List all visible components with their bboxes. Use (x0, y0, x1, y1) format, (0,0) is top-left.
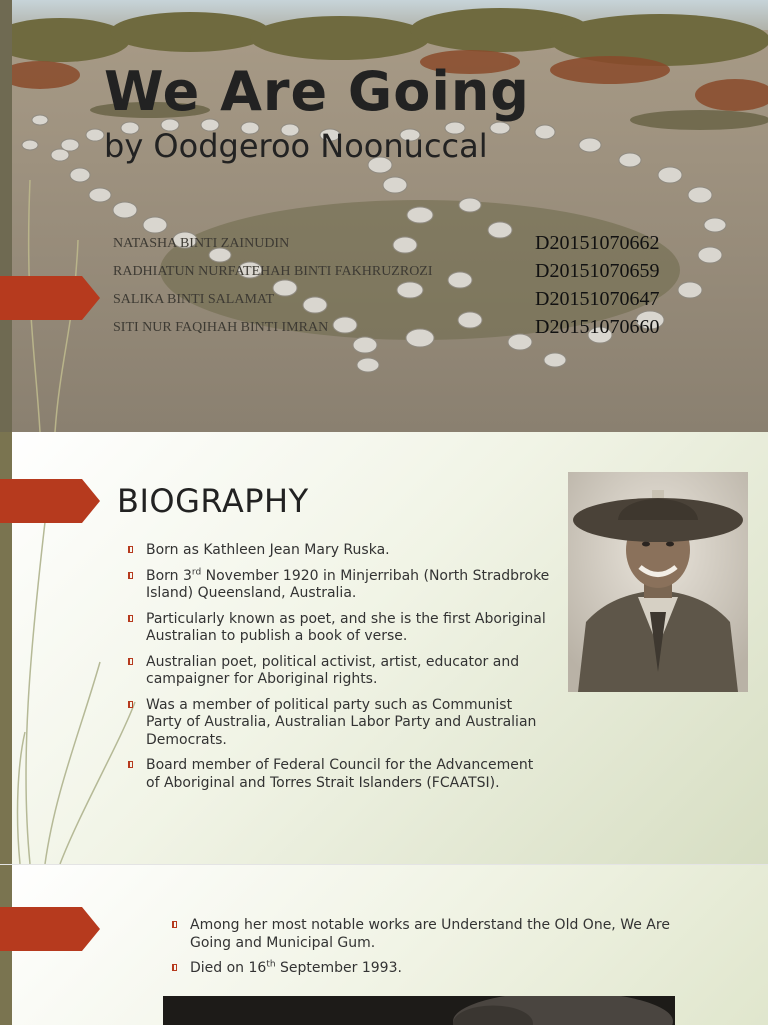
arrow-marker (0, 479, 100, 523)
list-item (126, 568, 551, 603)
presentation-title: We Are Going (104, 60, 530, 123)
biography-heading: BIOGRAPHY (117, 482, 309, 520)
superscript: th (266, 959, 275, 969)
bullet-text: Among her most notable works are Understand the Old One, We Are Going and Municipal Gum. (190, 917, 670, 951)
bullet-text: November 1920 in Minjerribah (North Stradbroke Island) Queensland, Australia. (146, 568, 549, 602)
woman-in-uniform-photo (568, 472, 748, 692)
superscript: rd (192, 567, 201, 577)
member-list (113, 232, 693, 344)
bullet-text: Was a member of political party such as Communist Party of Australia, Australian Labor Party and Australian Democrats. (146, 697, 536, 748)
member-name: SITI NUR FAQIHAH BINTI IMRAN (113, 320, 328, 336)
member-id: D20151070662 (535, 232, 659, 255)
title-slide (0, 0, 768, 432)
bullet-text: September 1993. (276, 960, 402, 976)
member-name: SALIKA BINTI SALAMAT (113, 292, 274, 308)
presentation-subtitle: by Oodgeroo Noonuccal (104, 127, 488, 165)
bullet-text: Died on 16 (190, 960, 266, 976)
bullet-text: Australian poet, political activist, artist, educator and campaigner for Aboriginal rights. (146, 654, 519, 688)
bullet-text: Born as Kathleen Jean Mary Ruska. (146, 542, 390, 558)
list-item (126, 542, 551, 560)
biography-list (126, 542, 551, 800)
side-strip (0, 0, 12, 432)
dark-portrait-photo (163, 996, 675, 1025)
member-name: RADHIATUN NURFATEHAH BINTI FAKHRUZROZI (113, 264, 433, 280)
member-row (113, 260, 693, 288)
member-name: NATASHA BINTI ZAINUDIN (113, 236, 289, 252)
biography-slide (0, 432, 768, 864)
bullet-text: Born 3 (146, 568, 192, 584)
list-item (170, 917, 690, 952)
member-row (113, 316, 693, 344)
bullet-text: Particularly known as poet, and she is the first Aboriginal Australian to publish a book of verse. (146, 611, 546, 645)
arrow-marker (0, 907, 100, 951)
member-id: D20151070659 (535, 260, 659, 283)
list-item (170, 960, 690, 978)
member-row (113, 288, 693, 316)
member-id: D20151070647 (535, 288, 659, 311)
works-list (170, 917, 690, 986)
arrow-marker (0, 276, 100, 320)
member-id: D20151070660 (535, 316, 659, 339)
works-slide (0, 864, 768, 1025)
list-item (126, 757, 551, 792)
member-row (113, 232, 693, 260)
bullet-text: Board member of Federal Council for the Advancement of Aboriginal and Torres Strait Islanders (FCAATSI). (146, 757, 533, 791)
list-item (126, 611, 551, 646)
list-item (126, 697, 551, 750)
list-item (126, 654, 551, 689)
